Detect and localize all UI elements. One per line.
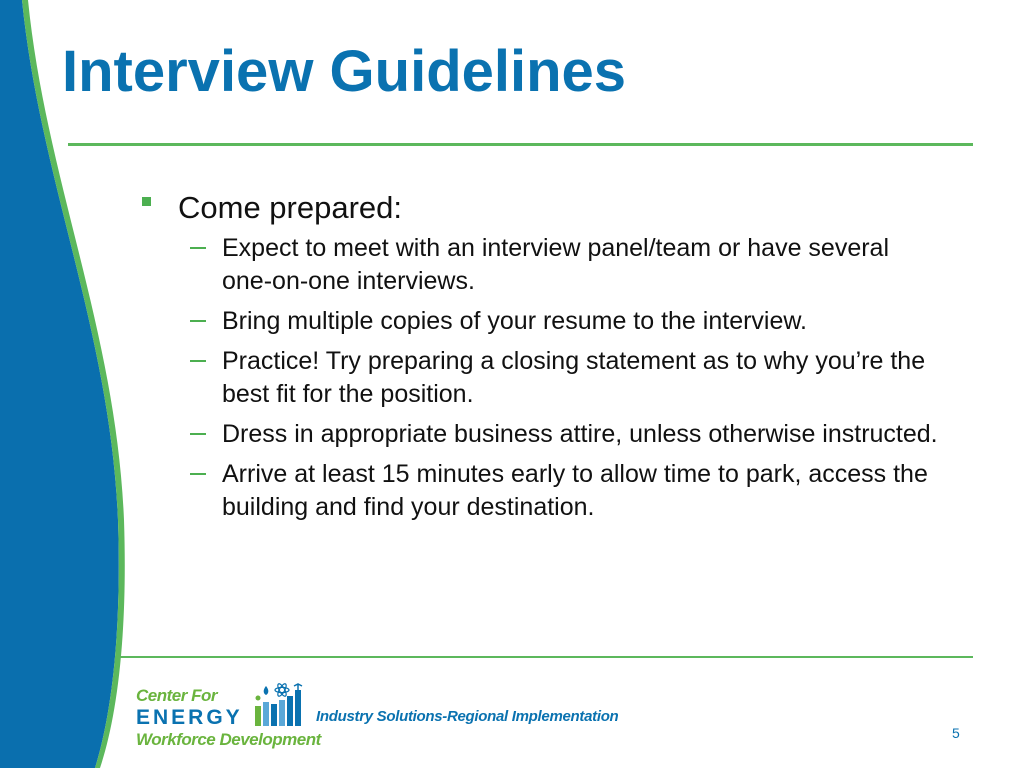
sub-bullet-item (140, 458, 942, 524)
sub-bullet-item (140, 418, 942, 451)
sub-bullet-text: Expect to meet with an interview panel/team or have several one-on-one interviews. (222, 234, 890, 295)
dash-bullet-icon (190, 473, 206, 475)
sub-bullet-item (140, 345, 942, 411)
square-bullet-icon (142, 197, 151, 206)
footer-divider (120, 656, 973, 658)
dash-bullet-icon (190, 360, 206, 362)
page-title: Interview Guidelines (62, 39, 627, 104)
sub-bullet-text: Arrive at least 15 minutes early to allow time to park, access the building and find your destination. (222, 460, 928, 521)
bullet-list (140, 188, 940, 531)
left-swoosh-decoration (0, 0, 140, 768)
logo-line-energy: ENERGY (136, 706, 243, 729)
sub-bullet-text: Bring multiple copies of your resume to the interview. (222, 307, 807, 335)
energy-workforce-logo (136, 682, 321, 752)
dash-bullet-icon (190, 247, 206, 249)
sub-bullet-list (140, 232, 940, 524)
title-divider (68, 143, 973, 146)
sub-bullet-text: Practice! Try preparing a closing statement as to why you’re the best fit for the position. (222, 347, 926, 408)
dash-bullet-icon (190, 320, 206, 322)
dash-bullet-icon (190, 433, 206, 435)
sub-bullet-item (140, 305, 942, 338)
bullet-item (140, 188, 940, 228)
footer-tagline: Industry Solutions-Regional Implementation (316, 708, 619, 725)
bullet-text: Come prepared: (178, 190, 403, 225)
slide-number: 5 (952, 725, 960, 741)
sub-bullet-item (140, 232, 942, 298)
sub-bullet-text: Dress in appropriate business attire, unless otherwise instructed. (222, 420, 938, 448)
energy-bars-icon (252, 682, 308, 726)
logo-line-center-for: Center For (136, 686, 217, 705)
logo-line-workforce: Workforce Development (136, 730, 321, 749)
